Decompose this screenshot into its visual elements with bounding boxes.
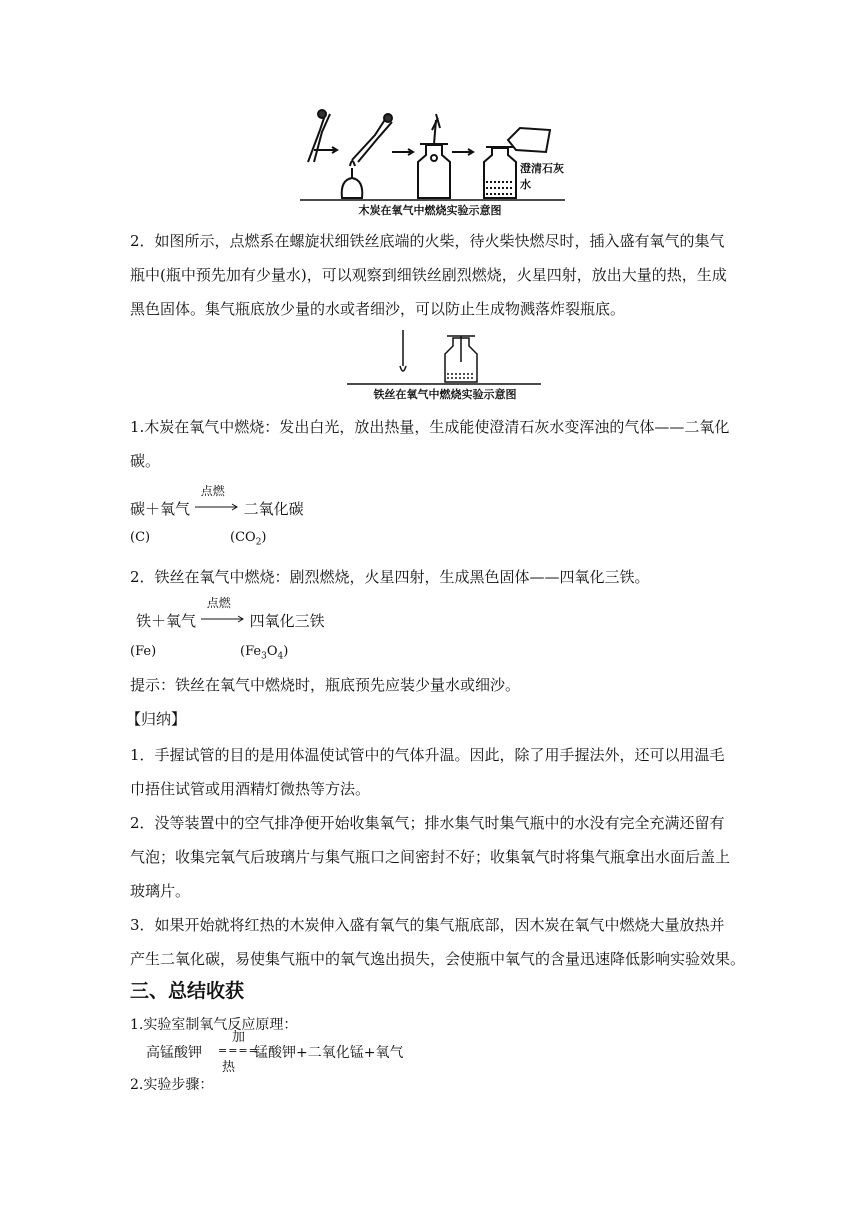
section3-item-1: 1.实验室制氧气反应原理：: [130, 1017, 298, 1033]
text-line: 2．没等装置中的空气排净便开始收集氧气；排水集气时集气瓶中的水没有完全充满还留有: [130, 814, 725, 832]
text-line: 3．如果开始就将红热的木炭伸入盛有氧气的集气瓶底部，因木炭在氧气中燃烧大量放热并: [130, 916, 725, 934]
formula-fe3o4: [240, 644, 288, 662]
text-line: 产生二氧化碳，易使集气瓶中的氧气逸出损失，会使瓶中氧气的含量迅速降低影响实验效果。: [130, 950, 746, 968]
text-line: 黑色固体。集气瓶底放少量的水或者细沙，可以防止生成物溅落炸裂瓶底。: [130, 300, 626, 318]
formula-fe: (Fe): [130, 644, 157, 659]
formula-sub: 3: [261, 651, 267, 662]
text-line: 碳。: [130, 452, 161, 470]
summary-item-2: [130, 806, 755, 908]
section3-item-2: 2.实验步骤：: [130, 1077, 214, 1093]
formula-text: (Fe: [240, 644, 262, 659]
formula-text: O: [266, 644, 278, 659]
paragraph-iron-intro: [130, 224, 755, 326]
summary-item-3: [130, 908, 755, 976]
formula-co2: [230, 530, 267, 548]
formula-c: (C): [130, 530, 151, 545]
formula-close: ): [261, 530, 267, 545]
charcoal-paragraph: [130, 410, 755, 478]
figure-caption: 木炭在氧气中燃烧实验示意图: [358, 204, 502, 217]
equation-left: 碳＋氧气: [130, 500, 191, 518]
figure-iron: [345, 326, 545, 401]
arrow-icon: [201, 614, 245, 624]
arrow-icon: [195, 502, 239, 512]
condition-label: 点燃: [206, 596, 231, 610]
figure-charcoal: [300, 100, 565, 220]
text-line: 2．如图所示，点燃系在螺旋状细铁丝底端的火柴，待火柴快燃尽时，插入盛有氧气的集气: [130, 232, 725, 250]
iron-tip: 提示：铁丝在氧气中燃烧时，瓶底预先应装少量水或细沙。: [130, 676, 521, 694]
equation-right: 二氧化碳: [243, 500, 304, 518]
text-line: 1．手握试管的目的是用体温使试管中的气体升温。因此，除了用手握法外，还可以用温毛: [130, 746, 725, 764]
section-title: 三、总结收获: [130, 980, 245, 1002]
summary-label: 【归纳】: [126, 710, 187, 728]
iron-equation: [136, 596, 325, 631]
text-line: 玻璃片。: [130, 882, 191, 900]
condition-bottom: 热: [222, 1060, 236, 1075]
text-line: 1.木炭在氧气中燃烧：发出白光，放出热量，生成能使澄清石灰水变浑浊的气体——二氧化: [130, 418, 730, 436]
formula-sub: 2: [255, 537, 262, 548]
reaction-left: 高锰酸钾: [146, 1045, 202, 1061]
equals-sign: ====: [218, 1044, 259, 1057]
condition-top: 加: [232, 1030, 246, 1045]
reaction-right: 锰酸钾+二氧化锰+氧气: [254, 1045, 404, 1061]
charcoal-equation: [130, 484, 304, 519]
formula-sub: 4: [277, 651, 284, 662]
iron-paragraph: 2．铁丝在氧气中燃烧：剧烈燃烧，火星四射，生成黑色固体——四氧化三铁。: [130, 568, 650, 586]
reaction-arrow: [195, 484, 239, 514]
limewater-label: 澄清石灰水: [520, 162, 564, 191]
condition-label: 点燃: [200, 484, 225, 498]
summary-item-1: [130, 738, 755, 806]
figure-caption: 铁丝在氧气中燃烧实验示意图: [373, 388, 517, 401]
formula-text: (CO: [230, 530, 256, 545]
equation-left: 铁＋氧气: [136, 612, 197, 630]
text-line: 巾捂住试管或用酒精灯微热等方法。: [130, 780, 371, 798]
equation-right: 四氧化三铁: [249, 612, 325, 630]
reaction-arrow: [201, 596, 245, 626]
text-line: 瓶中(瓶中预先加有少量水)，可以观察到细铁丝剧烈燃烧，火星四射，放出大量的热，生成: [130, 266, 727, 284]
formula-close: ): [283, 644, 289, 659]
text-line: 气泡；收集完氧气后玻璃片与集气瓶口之间密封不好；收集氧气时将集气瓶拿出水面后盖上: [130, 848, 731, 866]
